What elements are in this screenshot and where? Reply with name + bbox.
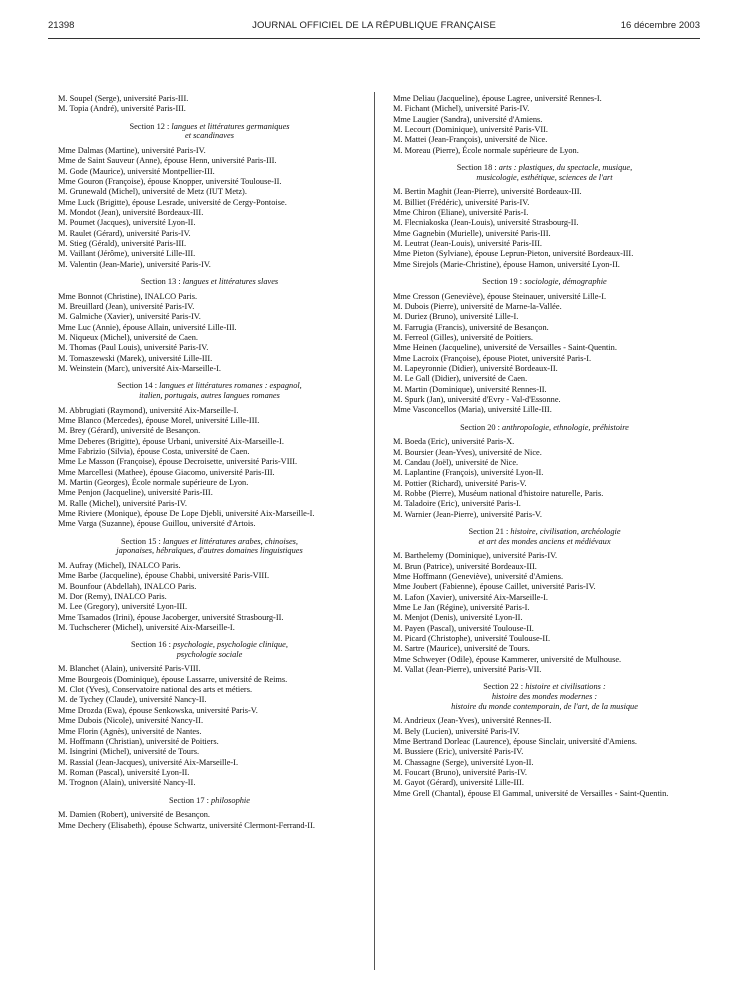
appointee-entry: M. Hoffmann (Christian), université de Poitiers. — [58, 736, 219, 746]
appointee-entry: Mme Le Masson (Françoise), épouse Decroisette, université Paris-VIII. — [58, 457, 298, 467]
appointee-entry: M. Poumet (Jacques), université Lyon-II. — [58, 218, 196, 228]
appointee-entry: M. Fichant (Michel), université Paris-IV. — [393, 104, 530, 114]
section-title: sociologie, démographie — [524, 277, 607, 286]
appointee-entry: M. Isingrini (Michel), université de Tours. — [58, 747, 200, 757]
appointee-entry: M. Tomaszewski (Marek), université Lille-III. — [58, 353, 213, 363]
section-title-continued: musicologie, esthétique, sciences de l'art — [476, 172, 613, 182]
appointee-entry: M. Foucart (Bruno), université Paris-IV. — [393, 767, 528, 777]
appointee-entry: M. Trognon (Alain), université Nancy-II. — [58, 778, 196, 788]
section-title: psychologie, psychologie clinique, — [173, 640, 288, 650]
section-heading — [48, 381, 371, 400]
appointee-entry: M. Taladoire (Eric), université Paris-I. — [393, 499, 521, 509]
appointee-entry: Mme de Saint Sauveur (Anne), épouse Henn, université Paris-III. — [58, 156, 277, 166]
appointee-entry: M. Leutrat (Jean-Louis), université Paris-III. — [393, 238, 542, 248]
appointee-entry: M. Laplantine (François), université Lyon-II. — [393, 468, 544, 478]
appointee-entry: Mme Riviere (Monique), épouse De Lope Djebli, université Aix-Marseille-I. — [58, 508, 315, 518]
appointee-entry: M. Martin (Georges), École normale supérieure de Lyon. — [58, 477, 249, 487]
appointee-entry: Mme Dalmas (Martine), université Paris-IV. — [58, 145, 206, 155]
section-title-continued: histoire des mondes modernes : — [491, 691, 598, 701]
section-title: histoire, civilisation, archéologie — [510, 527, 621, 537]
appointee-entry: Mme Vasconcellos (Maria), université Lille-III. — [393, 405, 552, 415]
appointee-entry: M. Brey (Gérard), université de Besançon. — [58, 426, 201, 436]
section-number: Section 18 : — [456, 163, 499, 173]
appointee-entry: Mme Bonnot (Christine), INALCO Paris. — [58, 291, 198, 301]
section-number: Section 19 : — [482, 277, 525, 286]
page-header — [48, 20, 700, 36]
section-title: arts : plastiques, du spectacle, musique, — [498, 163, 633, 173]
section-number: Section 21 : — [468, 527, 511, 537]
appointee-entry: Mme Le Jan (Régine), université Paris-I. — [393, 602, 530, 612]
appointee-entry: M. Pottier (Richard), université Paris-V. — [393, 478, 527, 488]
section-title: langues et littératures germaniques — [171, 121, 290, 131]
appointee-entry: M. Spurk (Jan), université d'Evry - Val-d'Essonne. — [393, 395, 561, 405]
issue-date: 16 décembre 2003 — [620, 20, 700, 31]
appointee-entry: M. Bely (Lucien), université Paris-IV. — [393, 726, 520, 736]
column-separator — [374, 92, 375, 970]
appointee-entry: Mme Fabrizio (Silvia), épouse Costa, université de Caen. — [58, 446, 250, 456]
appointee-entry: M. Lapeyronnie (Didier), université Bordeaux-II. — [393, 364, 558, 373]
appointee-entry: M. Chassagne (Serge), université Lyon-II. — [393, 757, 534, 767]
section-title-continued: histoire du monde contemporain, de l'art, de la musique — [451, 701, 638, 711]
appointee-entry: Mme Heinen (Jacqueline), université de Versailles - Saint-Quentin. — [393, 343, 617, 353]
appointee-entry: M. Flecniakoska (Jean-Louis), université Strasbourg-II. — [393, 218, 579, 228]
appointee-entry: Mme Hoffmann (Geneviève), université d'Amiens. — [393, 571, 564, 581]
appointee-entry: M. Stieg (Gérald), université Paris-III. — [58, 238, 187, 248]
appointee-entry: M. Picard (Christophe), université Toulouse-II. — [393, 634, 551, 643]
appointee-entry: M. Gode (Maurice), université Montpellier-III. — [58, 166, 215, 176]
appointee-entry: Mme Dubois (Nicole), université Nancy-II. — [58, 716, 204, 726]
appointee-entry: M. Breuillard (Jean), université Paris-IV. — [58, 301, 195, 311]
appointee-entry: Mme Deliau (Jacqueline), épouse Lagree, université Rennes-I. — [393, 94, 602, 103]
section-number: Section 14 : — [117, 381, 160, 391]
section-heading — [48, 277, 371, 287]
appointee-entry: M. Dor (Remy), INALCO Paris. — [58, 591, 167, 601]
appointee-entry: M. Galmiche (Xavier), université Paris-IV. — [58, 312, 201, 322]
section-heading — [48, 640, 371, 659]
appointee-entry: M. Roman (Pascal), université Lyon-II. — [58, 767, 190, 777]
appointee-entry: M. Billiet (Frédéric), université Paris-IV. — [393, 197, 530, 207]
appointee-entry: M. Duriez (Bruno), université Lille-I. — [393, 312, 519, 322]
appointee-entry: Mme Joubert (Fabienne), épouse Caillet, université Paris-IV. — [393, 582, 596, 592]
appointee-entry: M. Raulet (Gérard), université Paris-IV. — [58, 228, 191, 238]
appointee-entry: M. Aufray (Michel), INALCO Paris. — [58, 560, 181, 570]
section-title-continued: et scandinaves — [185, 131, 234, 141]
appointee-entry: M. Sartre (Maurice), université de Tours. — [393, 644, 530, 654]
section-title: anthropologie, ethnologie, préhistoire — [502, 422, 629, 432]
appointee-entry: Mme Gagnebin (Murielle), université Paris-III. — [393, 228, 551, 238]
section-number: Section 20 : — [460, 422, 503, 432]
appointee-entry: M. Boeda (Eric), université Paris-X. — [393, 437, 515, 447]
appointee-entry: M. Robbe (Pierre), Muséum national d'histoire naturelle, Paris. — [393, 489, 604, 499]
appointee-entry: M. Bussiere (Eric), université Paris-IV. — [393, 747, 524, 757]
appointee-entry: M. Tuchscherer (Michel), université Aix-Marseille-I. — [58, 622, 235, 632]
appointee-entry: Mme Bertrand Dorleac (Laurence), épouse Sinclair, université d'Amiens. — [393, 736, 637, 746]
section-heading — [48, 122, 371, 141]
section-title: langues et littératures slaves — [182, 277, 279, 286]
appointee-entry: M. Vallat (Jean-Pierre), université Paris-VII. — [393, 665, 542, 675]
appointee-entry: M. de Tychey (Claude), université Nancy-II. — [58, 695, 207, 705]
appointee-entry: Mme Sirejols (Marie-Christine), épouse Hamon, université Lyon-II. — [393, 259, 620, 269]
appointee-entry: M. Barthelemy (Dominique), université Paris-IV. — [393, 551, 558, 561]
appointee-entry: M. Martin (Dominique), université Rennes-II. — [393, 384, 547, 394]
left-column — [48, 94, 371, 831]
section-title: philosophie — [211, 795, 250, 805]
appointee-entry: Mme Dechery (Elisabeth), épouse Schwartz, université Clermont-Ferrand-II. — [58, 820, 315, 830]
appointee-entry: M. Soupel (Serge), université Paris-III. — [58, 94, 189, 103]
section-number: Section 17 : — [169, 795, 211, 805]
section-heading — [383, 277, 706, 287]
appointee-entry: M. Mattei (Jean-François), université de Nice. — [393, 135, 548, 145]
appointee-entry: M. Lecourt (Dominique), université Paris-VII. — [393, 125, 549, 135]
appointee-entry: Mme Florin (Agnès), université de Nantes. — [58, 726, 202, 736]
appointee-entry: M. Mondot (Jean), université Bordeaux-III. — [58, 207, 204, 217]
appointee-entry: M. Warnier (Jean-Pierre), université Paris-V. — [393, 509, 542, 519]
appointee-entry: M. Thomas (Paul Louis), université Paris-IV. — [58, 343, 209, 353]
appointee-entry: M. Candau (Joël), université de Nice. — [393, 458, 519, 467]
appointee-entry: M. Valentin (Jean-Marie), université Paris-IV. — [58, 259, 211, 269]
appointee-entry: M. Niqueux (Michel), université de Caen. — [58, 332, 198, 342]
section-title-continued: et art des mondes anciens et médiévaux — [478, 536, 611, 546]
appointee-entry: M. Weinstein (Marc), université Aix-Marseille-I. — [58, 364, 221, 373]
appointee-entry: Mme Cresson (Geneviève), épouse Steinauer, université Lille-I. — [393, 291, 607, 301]
appointee-entry: M. Topia (André), université Paris-III. — [58, 104, 186, 114]
section-title-continued: italien, portugais, autres langues romanes — [139, 390, 280, 400]
appointee-entry: Mme Lacroix (Françoise), épouse Piotet, université Paris-I. — [393, 353, 592, 363]
appointee-entry: Mme Chiron (Eliane), université Paris-I. — [393, 207, 529, 217]
appointee-entry: Mme Grell (Chantal), épouse El Gammal, université de Versailles - Saint-Quentin. — [393, 788, 669, 798]
appointee-entry: Mme Laugier (Sandra), université d'Amiens. — [393, 114, 543, 124]
appointee-entry: M. Ralle (Michel), université Paris-IV. — [58, 498, 187, 508]
appointee-entry: Mme Bourgeois (Dominique), épouse Lassarre, université de Reims. — [58, 674, 288, 684]
appointee-entry: Mme Pieton (Sylviane), épouse Leprun-Pieton, université Bordeaux-III. — [393, 249, 634, 259]
appointee-entry: M. Lee (Gregory), université Lyon-III. — [58, 602, 188, 612]
section-number: Section 16 : — [131, 640, 173, 650]
section-title: langues et littératures romanes : espagnol, — [159, 381, 302, 391]
appointee-entry: M. Le Gall (Didier), université de Caen. — [393, 374, 528, 384]
appointee-entry: M. Menjot (Denis), université Lyon-II. — [393, 613, 523, 623]
section-heading — [48, 537, 371, 556]
appointee-entry: Mme Luc (Annie), épouse Allain, université Lille-III. — [58, 322, 237, 332]
appointee-entry: M. Clot (Yves), Conservatoire national des arts et métiers. — [58, 685, 253, 695]
appointee-entry: M. Boursier (Jean-Yves), université de Nice. — [393, 447, 542, 457]
journal-title: JOURNAL OFFICIEL DE LA RÉPUBLIQUE FRANÇAISE — [252, 20, 496, 31]
appointee-entry: Mme Blanco (Mercedes), épouse Morel, université Lille-III. — [58, 415, 260, 425]
appointee-entry: M. Andrieux (Jean-Yves), université Rennes-II. — [393, 716, 552, 726]
appointee-entry: M. Ferreol (Gilles), université de Poitiers. — [393, 332, 533, 342]
section-heading — [383, 682, 706, 711]
appointee-entry: Mme Gouron (Françoise), épouse Knopper, université Toulouse-II. — [58, 176, 282, 186]
appointee-entry: Mme Luck (Brigitte), épouse Lesrade, université de Cergy-Pontoise. — [58, 197, 287, 207]
appointee-entry: Mme Varga (Suzanne), épouse Guillou, université d'Artois. — [58, 519, 256, 529]
appointee-entry: M. Rassial (Jean-Jacques), université Aix-Marseille-I. — [58, 757, 239, 767]
section-title: histoire et civilisations : — [525, 682, 606, 692]
appointee-entry: M. Damien (Robert), université de Besançon. — [58, 810, 211, 820]
section-number: Section 13 : — [140, 277, 183, 286]
appointee-entry: Mme Penjon (Jacqueline), université Paris-III. — [58, 488, 213, 498]
section-title: langues et littératures arabes, chinoises, — [162, 536, 298, 546]
appointee-entry: M. Payen (Pascal), université Toulouse-II. — [393, 623, 534, 633]
section-heading — [383, 527, 706, 546]
appointee-entry: M. Blanchet (Alain), université Paris-VIII. — [58, 664, 201, 674]
appointee-entry: M. Bounfour (Abdellah), INALCO Paris. — [58, 581, 197, 591]
right-column — [383, 94, 706, 799]
appointee-entry: M. Gayot (Gérard), université Lille-III. — [393, 778, 524, 788]
appointee-entry: Mme Drozda (Ewa), épouse Senkowska, université Paris-V. — [58, 705, 258, 715]
appointee-entry: Mme Deberes (Brigitte), épouse Urbani, université Aix-Marseille-I. — [58, 436, 284, 446]
header-rule — [48, 38, 700, 39]
section-number: Section 12 : — [129, 121, 172, 131]
appointee-entry: Mme Marcellesi (Mathee), épouse Giacomo, université Paris-III. — [58, 467, 275, 477]
page-number: 21398 — [48, 20, 75, 31]
section-number: Section 22 : — [483, 682, 526, 692]
appointee-entry: M. Abbrugiati (Raymond), université Aix-Marseille-I. — [58, 405, 239, 415]
section-heading — [48, 796, 371, 806]
section-title-continued: psychologie sociale — [176, 649, 243, 659]
section-heading — [383, 423, 706, 433]
appointee-entry: Mme Schweyer (Odile), épouse Kammerer, université de Mulhouse. — [393, 654, 622, 664]
section-heading — [383, 163, 706, 182]
appointee-entry: M. Lafon (Xavier), université Aix-Marseille-I. — [393, 592, 549, 602]
appointee-entry: M. Dubois (Pierre), université de Marne-la-Vallée. — [393, 301, 562, 311]
appointee-entry: M. Vaillant (Jérôme), université Lille-III. — [58, 249, 196, 259]
appointee-entry: M. Grunewald (Michel), université de Metz (IUT Metz). — [58, 187, 247, 197]
section-number: Section 15 : — [121, 536, 163, 546]
section-title-continued: japonaises, hébraïques, d'autres domaines linguistiques — [116, 546, 303, 556]
appointee-entry: Mme Barbe (Jacqueline), épouse Chabbi, université Paris-VIII. — [58, 571, 270, 581]
appointee-entry: M. Moreau (Pierre), École normale supérieure de Lyon. — [393, 145, 579, 155]
appointee-entry: M. Farrugia (Francis), université de Besançon. — [393, 322, 549, 332]
appointee-entry: M. Brun (Patrice), université Bordeaux-III. — [393, 561, 537, 571]
appointee-entry: M. Bertin Maghit (Jean-Pierre), université Bordeaux-III. — [393, 187, 582, 197]
appointee-entry: Mme Tsamados (Irini), épouse Jacoberger, université Strasbourg-II. — [58, 612, 284, 622]
